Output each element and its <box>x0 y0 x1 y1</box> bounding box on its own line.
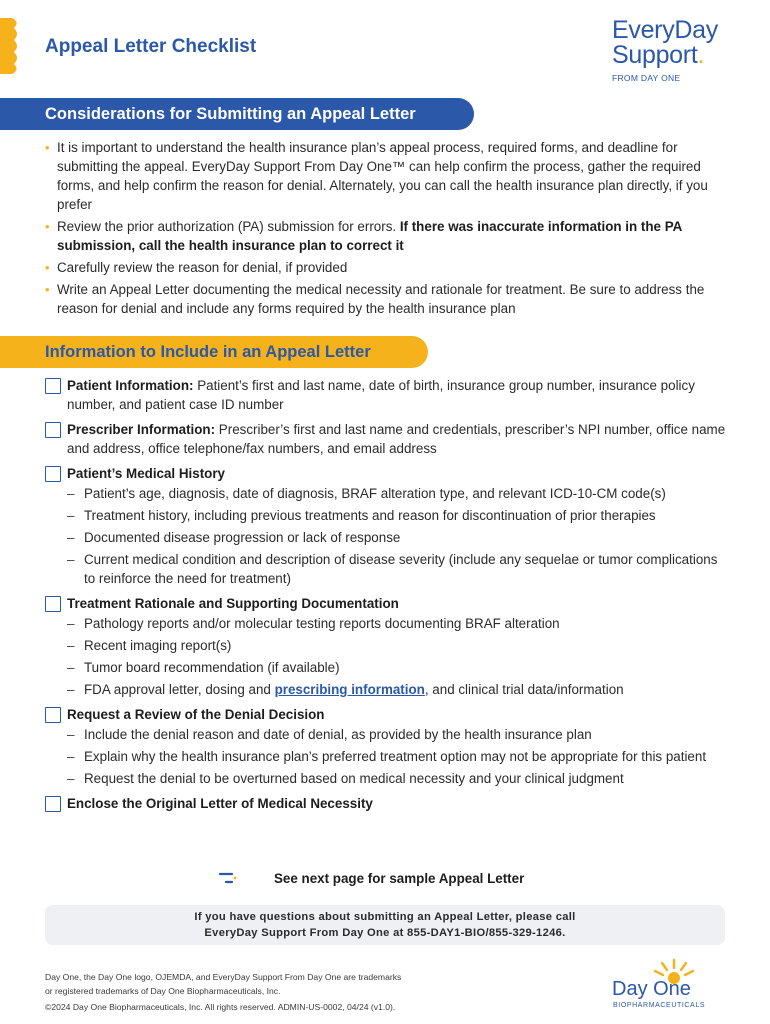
checklist-item-enclose-original-letter: Enclose the Original Letter of Medical Necessity <box>45 794 730 813</box>
list-item: – Patient’s age, diagnosis, date of diagnosis, BRAF alteration type, and relevant ICD-10-CM code(s) <box>67 486 666 501</box>
callout-line-2: EveryDay Support From Day One at 855-DAY1-BIO/855-329-1246. <box>204 927 566 939</box>
list-item: – FDA approval letter, dosing and prescribing information, and clinical trial data/information <box>67 682 624 697</box>
everyday-support-logo <box>612 18 737 83</box>
list-item: – Explain why the health insurance plan’s preferred treatment option may not be appropriate for this patient <box>67 749 707 764</box>
arrow-icon <box>218 869 268 887</box>
list-item: – Recent imaging report(s) <box>67 638 232 653</box>
footer-line: or registered trademarks of Day One Biopharmaceuticals, Inc. <box>45 985 281 996</box>
appeal-checklist <box>45 376 730 819</box>
checkbox-icon[interactable] <box>45 422 61 438</box>
checklist-item-medical-history: Patient’s Medical History – Patient’s age, diagnosis, date of diagnosis, BRAF alteration type, and relevant ICD-10-CM code(s) – Treatment history, including previous treatments and reason for discontinuation of prior therapies – Documented disease progression or lack of response – Current medical condition and description of disease severity (include any sequelae or tumor complications to reinforce the need for treatment) <box>45 464 730 588</box>
logo-line-1: EveryDay <box>612 16 718 44</box>
list-item: – Current medical condition and description of disease severity (include any sequelae or tumor complications to reinforce the need for treatment) <box>67 552 718 586</box>
logo-subtitle: FROM DAY ONE <box>612 73 681 83</box>
checklist-item-prescriber-information: Prescriber Information: Prescriber’s first and last name and credentials, prescriber’s NPI number, office name and address, office telephone/fax numbers, and email address <box>45 420 730 458</box>
section-header-considerations: Considerations for Submitting an Appeal Letter <box>0 98 474 130</box>
checkbox-icon[interactable] <box>45 596 61 612</box>
considerations-list <box>45 138 725 321</box>
next-page-note <box>218 869 524 887</box>
footer-legal <box>45 971 525 1015</box>
footer-line: Day One, the Day One logo, OJEMDA, and EveryDay Support From Day One are trademarks <box>45 972 402 982</box>
list-item: • Write an Appeal Letter documenting the medical necessity and rationale for treatment. Be sure to address the reason for denial and include any forms required by the health insurance plan <box>45 282 705 316</box>
callout-line-1: If you have questions about submitting an Appeal Letter, please call <box>194 911 576 923</box>
list-item: • Review the prior authorization (PA) submission for errors. If there was inaccurate information in the PA submission, call the health insurance plan to correct it <box>45 219 682 253</box>
prescribing-information-link[interactable]: prescribing information <box>274 682 425 697</box>
list-item: – Tumor board recommendation (if available) <box>67 660 340 675</box>
list-item: – Pathology reports and/or molecular testing reports documenting BRAF alteration <box>67 616 560 631</box>
list-item: – Request the denial to be overturned based on medical necessity and your clinical judgment <box>67 771 624 786</box>
contact-callout <box>45 905 725 945</box>
checklist-item-patient-information: Patient Information: Patient’s first and last name, date of birth, insurance group number, insurance policy number, and patient case ID number <box>45 376 730 414</box>
next-page-text: See next page for sample Appeal Letter <box>274 870 525 886</box>
page-title: Appeal Letter Checklist <box>45 36 257 57</box>
list-item: • Carefully review the reason for denial, if provided <box>45 260 348 275</box>
footer-line: ©2024 Day One Biopharmaceuticals, Inc. All rights reserved. ADMIN-US-0002, 04/24 (v1.0). <box>45 1002 396 1012</box>
day-one-logo: Day One BIOPHARMACEUTICALS <box>612 958 732 1014</box>
checkbox-icon[interactable] <box>45 466 61 482</box>
list-item: • It is important to understand the health insurance plan’s appeal process, required forms, and deadline for submitting the appeal. EveryDay Support From Day One™ can help confirm the process, gather the required forms, and help confirm the reason for denial. Alternately, you can call the health insurance plan directly, if you prefer <box>45 140 708 212</box>
list-item: – Treatment history, including previous treatments and reason for discontinuation of prior therapies <box>67 508 656 523</box>
logo-line-2: Support. <box>612 41 705 69</box>
checklist-item-treatment-rationale: Treatment Rationale and Supporting Documentation – Pathology reports and/or molecular testing reports documenting BRAF alteration – Recent imaging report(s) – Tumor board recommendation (if available) – FDA approval letter, dosing and prescribing information, and clinical trial data/information <box>45 594 730 699</box>
list-item: – Include the denial reason and date of denial, as provided by the health insurance plan <box>67 727 592 742</box>
checkbox-icon[interactable] <box>45 796 61 812</box>
section-header-information: Information to Include in an Appeal Letter <box>0 336 428 368</box>
checkbox-icon[interactable] <box>45 378 61 394</box>
checkbox-icon[interactable] <box>45 707 61 723</box>
edge-tab-decoration <box>0 18 20 74</box>
checklist-item-review-denial: Request a Review of the Denial Decision – Include the denial reason and date of denial, as provided by the health insurance plan – Explain why the health insurance plan’s preferred treatment option may not be appropriate for this patient – Request the denial to be overturned based on medical necessity and your clinical judgment <box>45 705 730 788</box>
list-item: – Documented disease progression or lack of response <box>67 530 401 545</box>
